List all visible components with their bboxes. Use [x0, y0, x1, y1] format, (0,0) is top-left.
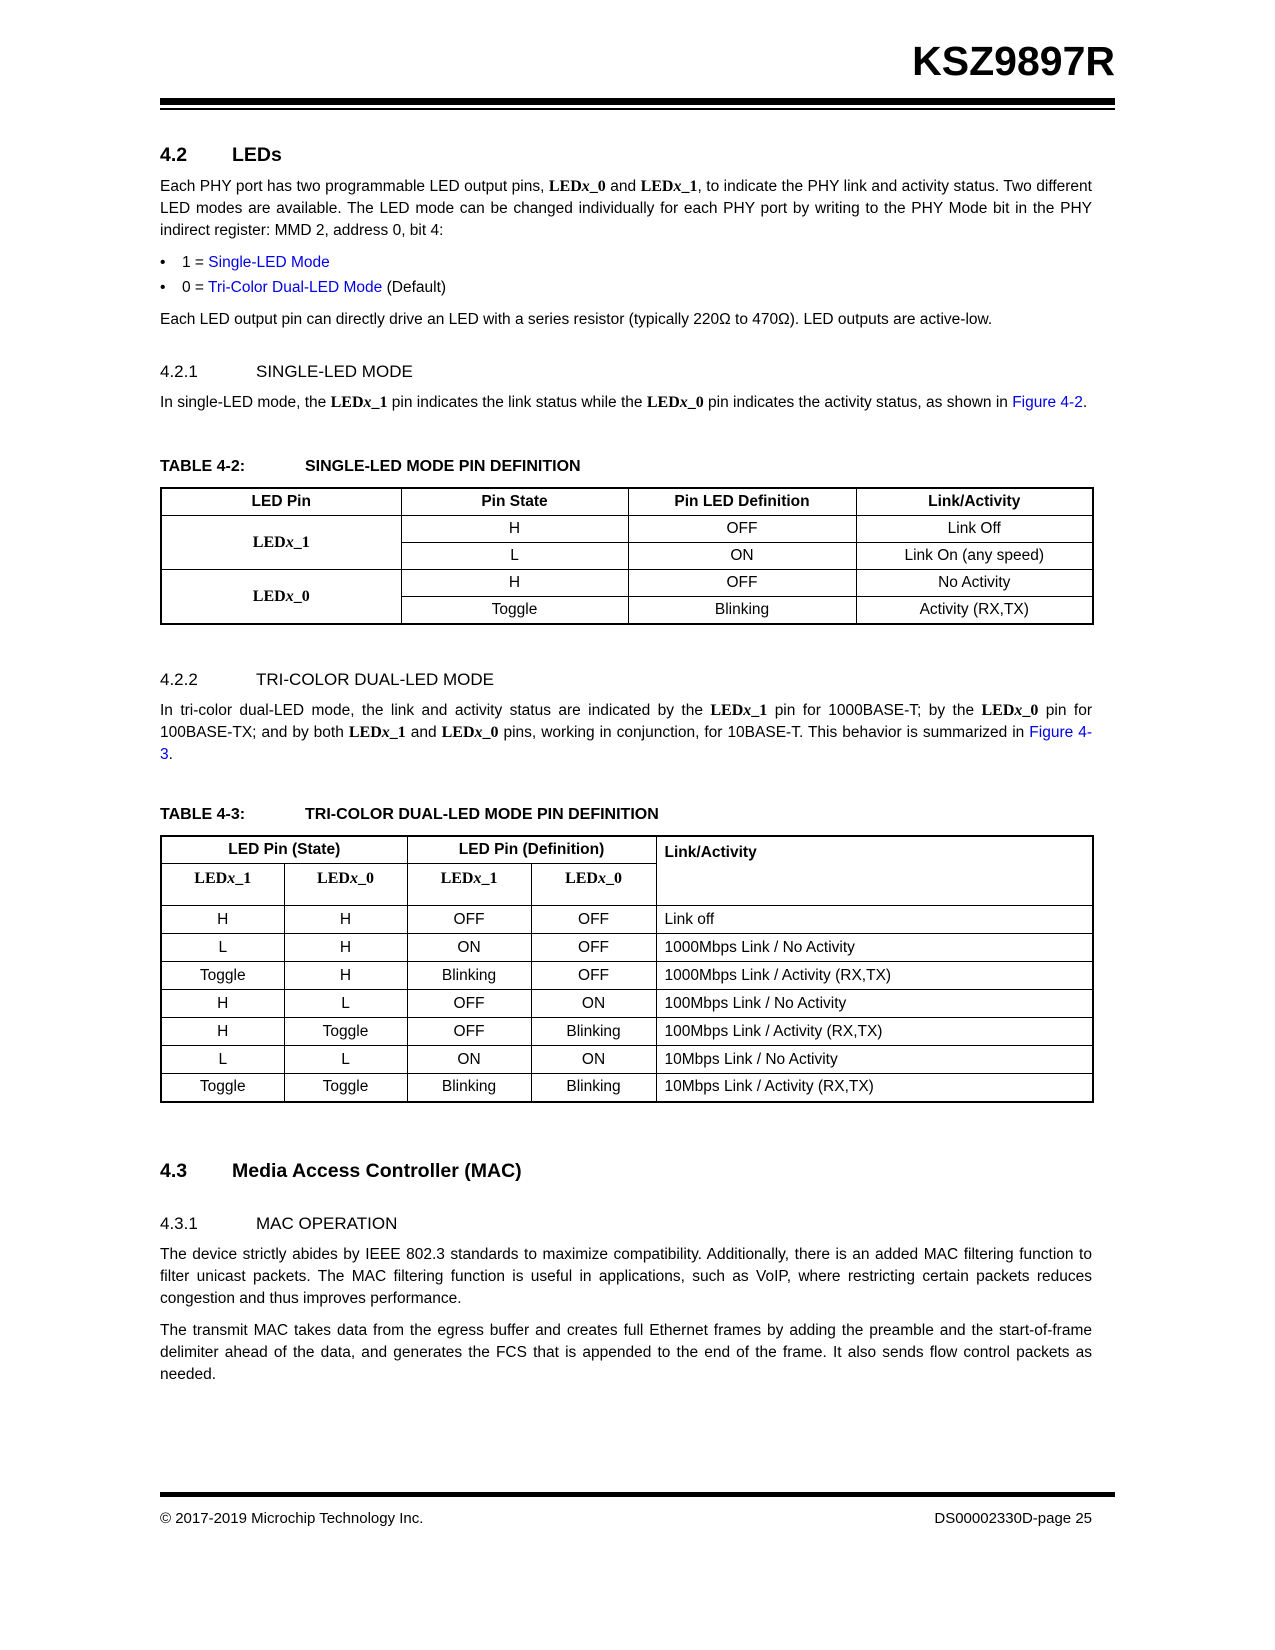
- section-title: MAC OPERATION: [256, 1213, 398, 1233]
- section-heading-4-3-1: [160, 1213, 1115, 1235]
- table-cell: Blinking: [531, 1074, 656, 1102]
- column-header: LED Pin: [161, 488, 401, 516]
- footer-copyright: © 2017-2019 Microchip Technology Inc.: [160, 1510, 424, 1527]
- table-row: [161, 1046, 1093, 1074]
- table-cell: H: [284, 906, 407, 934]
- table-header-row: [161, 488, 1093, 516]
- table-header-row: [161, 836, 1093, 864]
- table-row: [161, 1074, 1093, 1102]
- led-pin-column-header: [284, 864, 407, 906]
- tri-color-dual-led-mode-table: [160, 835, 1094, 1103]
- text-run: (Default): [382, 279, 447, 296]
- text-run: , to indicate the PHY link and activity status. Two different LED modes are available. The LED mode can be changed individually for each PHY port by writing to the PHY Mode bit in the PHY indirect register: MMD 2, address 0, bit 4:: [160, 178, 1092, 239]
- table-cell: L: [284, 1046, 407, 1074]
- table-cell: H: [161, 906, 284, 934]
- section-number: 4.2.2: [160, 670, 198, 689]
- column-header: Pin State: [401, 488, 628, 516]
- led-pin-name: LEDx_0: [252, 587, 310, 605]
- table-cell: ON: [531, 1046, 656, 1074]
- table-row: [161, 1018, 1093, 1046]
- table-cell: OFF: [531, 934, 656, 962]
- bullet-icon: •: [160, 279, 166, 296]
- text-link[interactable]: Tri-Color Dual-LED Mode: [208, 279, 383, 296]
- table-cell: OFF: [407, 990, 531, 1018]
- table-cell: OFF: [628, 516, 856, 543]
- table-cell: Toggle: [161, 1074, 284, 1102]
- list-item: [160, 275, 1092, 300]
- table-row: [161, 990, 1093, 1018]
- table-cell: 100Mbps Link / Activity (RX,TX): [656, 1018, 1093, 1046]
- table-row: [161, 516, 1093, 543]
- bullet-list: [160, 250, 1115, 300]
- table-cell: H: [401, 516, 628, 543]
- table-cell: No Activity: [856, 570, 1093, 597]
- table-cell: Toggle: [401, 597, 628, 625]
- text-link[interactable]: Figure 4-2: [1012, 394, 1083, 411]
- led-pin-column-header: [531, 864, 656, 906]
- footer-doc-number: DS00002330D-page 25: [934, 1510, 1092, 1527]
- text-run: pin for 100BASE-TX; and by both: [160, 702, 1092, 741]
- table-cell: ON: [531, 990, 656, 1018]
- table-cell: Toggle: [161, 962, 284, 990]
- table-row: [161, 906, 1093, 934]
- section-heading-4-3: [160, 1159, 1115, 1183]
- table-cell: OFF: [407, 906, 531, 934]
- page-footer: [160, 1510, 1092, 1527]
- document-title: KSZ9897R: [912, 38, 1115, 84]
- section-number: 4.3.1: [160, 1213, 198, 1233]
- table-row: [161, 570, 1093, 597]
- table-caption-label: TABLE 4-2:: [160, 458, 246, 475]
- table-cell: 100Mbps Link / No Activity: [656, 990, 1093, 1018]
- text-run: In single-LED mode, the: [160, 394, 331, 411]
- table-cell: Toggle: [284, 1074, 407, 1102]
- table-cell: Blinking: [407, 962, 531, 990]
- text-run: pins, working in conjunction, for 10BASE-T. This behavior is summarized in: [498, 724, 1030, 741]
- paragraph: The transmit MAC takes data from the egress buffer and creates full Ethernet frames by adding the preamble and the start-of-frame delimiter ahead of the data, and generates the FCS that is appended to the end of the frame. It also sends flow control packets as needed.: [160, 1321, 1092, 1383]
- table-cell: OFF: [531, 906, 656, 934]
- text-run: .: [168, 746, 173, 763]
- table-cell: Link On (any speed): [856, 543, 1093, 570]
- section-title: SINGLE-LED MODE: [256, 362, 413, 381]
- page-content: [160, 0, 1115, 1386]
- paragraph: [160, 309, 1092, 331]
- section-heading-4-2: [160, 143, 1115, 167]
- section-title: Media Access Controller (MAC): [232, 1159, 522, 1182]
- table-cell: Link off: [656, 906, 1093, 934]
- table-cell: H: [161, 990, 284, 1018]
- led-pin-name: LEDx_1: [710, 702, 768, 719]
- header-rule: [160, 98, 1115, 111]
- table-cell: ON: [407, 934, 531, 962]
- table-cell: ON: [407, 1046, 531, 1074]
- table-cell: L: [284, 990, 407, 1018]
- text-run: and: [405, 724, 442, 741]
- table-cell: H: [284, 934, 407, 962]
- led-pin-column-header: [407, 864, 531, 906]
- section-title: TRI-COLOR DUAL-LED MODE: [256, 670, 495, 689]
- led-pin-name: LEDx_0: [981, 702, 1039, 719]
- section-heading-4-2-2: [160, 669, 1115, 691]
- paragraph: [160, 700, 1092, 766]
- led-pin-name: LEDx_0: [317, 870, 374, 887]
- text-run: .: [1082, 394, 1088, 411]
- table-cell: Activity (RX,TX): [856, 597, 1093, 625]
- led-pin-cell: [161, 516, 401, 570]
- table-cell: H: [284, 962, 407, 990]
- led-pin-name: LEDx_0: [548, 178, 606, 195]
- text-run: In tri-color dual-LED mode, the link and activity status are indicated by the: [160, 702, 711, 719]
- table-cell: H: [401, 570, 628, 597]
- table-cell: OFF: [628, 570, 856, 597]
- table-4-2-caption: [160, 456, 1115, 477]
- led-pin-name: LEDx_1: [640, 178, 698, 195]
- section-heading-4-2-1: [160, 361, 1115, 383]
- column-header: LED Pin (Definition): [407, 836, 656, 864]
- text-run: pin indicates the link status while the: [387, 394, 647, 411]
- table-cell: Toggle: [284, 1018, 407, 1046]
- table-cell: L: [161, 1046, 284, 1074]
- table-cell: L: [401, 543, 628, 570]
- led-pin-name: LEDx_0: [646, 394, 704, 411]
- text-run: Each PHY port has two programmable LED output pins,: [160, 178, 549, 195]
- led-pin-column-header: [161, 864, 284, 906]
- table-caption-title: TRI-COLOR DUAL-LED MODE PIN DEFINITION: [305, 806, 659, 823]
- section-title: LEDs: [232, 144, 282, 166]
- single-led-mode-table: [160, 487, 1094, 625]
- text-link[interactable]: Single-LED Mode: [208, 254, 330, 271]
- text-run: pin for 1000BASE-T; by the: [767, 702, 982, 719]
- led-pin-name: LEDx_1: [440, 870, 498, 887]
- column-header: Link/Activity: [656, 836, 1093, 906]
- table-caption-label: TABLE 4-3:: [160, 806, 246, 823]
- table-cell: Blinking: [628, 597, 856, 625]
- led-pin-name: LEDx_1: [348, 724, 406, 741]
- paragraph: [160, 176, 1092, 242]
- table-cell: 1000Mbps Link / Activity (RX,TX): [656, 962, 1093, 990]
- paragraph: The device strictly abides by IEEE 802.3 standards to maximize compatibility. Additionally, there is an added MAC filtering function to filter unicast packets. The MAC filtering function is useful in applications, such as VoIP, where restricting certain packets reduces congestion and thus improves performance.: [160, 1245, 1092, 1307]
- column-header: LED Pin (State): [161, 836, 407, 864]
- table-cell: 10Mbps Link / Activity (RX,TX): [656, 1074, 1093, 1102]
- text-run: pin indicates the activity status, as shown in: [703, 394, 1013, 411]
- table-caption-title: SINGLE-LED MODE PIN DEFINITION: [305, 458, 581, 475]
- led-pin-name: LEDx_1: [330, 394, 388, 411]
- section-number: 4.2.1: [160, 362, 198, 381]
- bullet-icon: •: [160, 254, 166, 271]
- table-cell: L: [161, 934, 284, 962]
- text-run: Each LED output pin can directly drive an LED with a series resistor (typically 220Ω to 470Ω). LED outputs are active-low.: [160, 311, 993, 328]
- table-cell: 1000Mbps Link / No Activity: [656, 934, 1093, 962]
- table-4-3-caption: [160, 804, 1115, 825]
- table-cell: Link Off: [856, 516, 1093, 543]
- section-number: 4.3: [160, 1159, 188, 1182]
- led-pin-name: LEDx_1: [194, 870, 252, 887]
- column-header: Link/Activity: [856, 488, 1093, 516]
- paragraph: [160, 392, 1092, 414]
- table-row: [161, 934, 1093, 962]
- table-cell: Blinking: [531, 1018, 656, 1046]
- table-cell: OFF: [407, 1018, 531, 1046]
- list-item-text: [182, 250, 330, 275]
- column-header: Pin LED Definition: [628, 488, 856, 516]
- table-cell: ON: [628, 543, 856, 570]
- list-item: [160, 250, 1092, 275]
- footer-rule: [160, 1492, 1115, 1497]
- led-pin-name: LEDx_0: [565, 870, 622, 887]
- table-cell: OFF: [531, 962, 656, 990]
- section-number: 4.2: [160, 144, 188, 166]
- list-item-text: [182, 275, 446, 300]
- led-pin-name: LEDx_0: [441, 724, 499, 741]
- text-run: and: [605, 178, 641, 195]
- text-run: 0 =: [182, 279, 209, 296]
- text-run: 1 =: [182, 254, 209, 271]
- led-pin-cell: [161, 570, 401, 625]
- table-cell: 10Mbps Link / No Activity: [656, 1046, 1093, 1074]
- table-cell: Blinking: [407, 1074, 531, 1102]
- text-link[interactable]: Figure 4-3: [160, 724, 1092, 763]
- led-pin-name: LEDx_1: [252, 533, 310, 551]
- table-cell: H: [161, 1018, 284, 1046]
- table-row: [161, 962, 1093, 990]
